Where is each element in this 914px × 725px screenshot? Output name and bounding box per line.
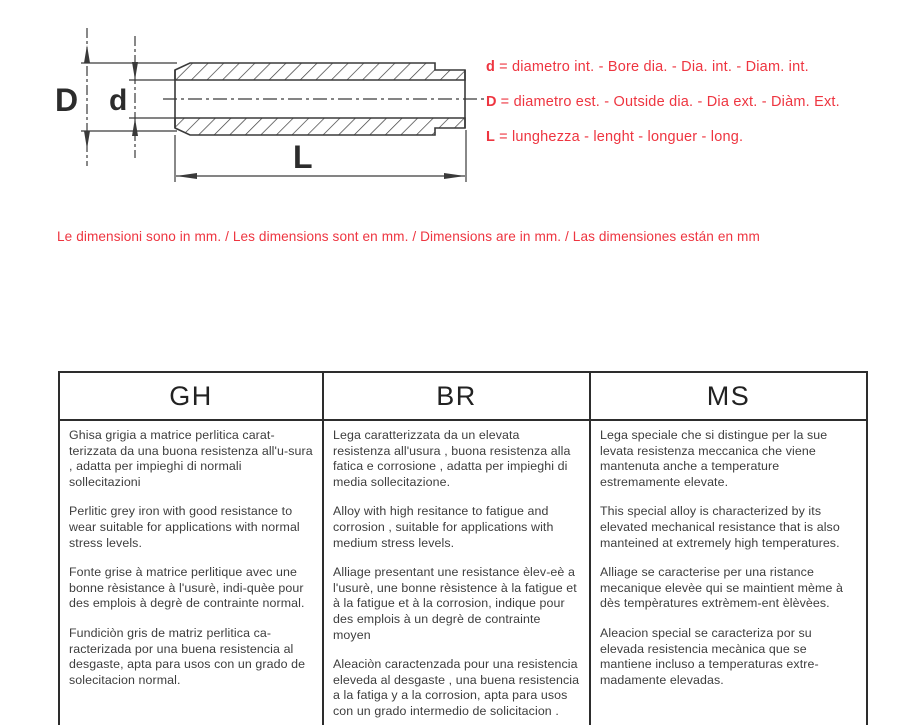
legend-symbol-d: d (486, 59, 496, 75)
ms-paragraph-french: Alliage se caracterise per una ristance mecanique elevèe qui se maintient mème à dès tempèratures extrèmem-ent èlèvèes. (600, 565, 843, 611)
label-L: L (293, 139, 313, 175)
legend-line-L (486, 130, 906, 145)
label-d: d (109, 84, 128, 117)
dim-arrow-L-right (444, 173, 465, 179)
legend-text-D: = diametro est. - Outside dia. - Dia ext. - Diàm. Ext. (500, 94, 840, 110)
ms-paragraph-italian: Lega speciale che si distingue per la sue levata resistenza meccanica che viene mantenuta anche a temperature estremamente elevate. (600, 428, 828, 489)
ms-paragraph-english: This special alloy is characterized by its elevated mechanical resistance that is also manteined at extremely high temperatures. (600, 504, 840, 550)
dimension-legend (486, 60, 906, 165)
sleeve-bottom-wall (175, 118, 465, 135)
br-paragraph-spanish: Aleaciòn caractenzada pour una resistencia eleveda al desgaste , una buena resistencia a la fatiga y a la corrosion, apta para usos con un grado intermedio de solicitacion . (333, 657, 580, 718)
br-paragraph-italian: Lega caratterizzata da un elevata resistenza all'usura , buona resistenza alla fatica e corrosione , adatta per impieghi di media sollecitazione. (333, 428, 571, 489)
material-cell-br (323, 420, 590, 725)
material-header-gh: GH (59, 372, 323, 420)
material-cell-gh (59, 420, 323, 725)
units-note: Le dimensioni sono in mm. / Les dimensions sont en mm. / Dimensions are in mm. / Las dimensiones están en mm (57, 229, 760, 244)
label-D: D (55, 82, 79, 118)
materials-header-row (59, 372, 867, 420)
legend-line-d (486, 60, 906, 75)
ms-paragraph-spanish: Aleacion special se caracteriza por su elevada resistencia mecànica que se mantiene incluso a temperaturas extre-madamente elevadas. (600, 625, 819, 687)
materials-table (58, 371, 868, 725)
dim-arrow-D-bottom (84, 131, 90, 149)
gh-paragraph-english: Perlitic grey iron with good resistance to wear suitable for applications with normal stress levels. (69, 504, 300, 550)
br-paragraph-french: Alliage presentant une resistance èlev-eè a l'usurè, une bonne rèsistence à la fatigue et à la fatigue et à la corrosion, indique pour des emplois à un degrè de contrainte moyen (333, 565, 577, 642)
material-header-br: BR (323, 372, 590, 420)
br-paragraph-english: Alloy with high resitance to fatigue and corrosion , suitable for applications with medium stress levels. (333, 504, 554, 550)
gh-paragraph-french: Fonte grise à matrice perlitique avec une bonne rèsistance à l'usurè, indi-quèe pour des emplois à degrè de contrainte normal. (69, 565, 305, 611)
gh-paragraph-spanish: Fundiciòn gris de matriz perlitica ca-racterizada por una buena resistencia al desgaste, apta para usos con un grado de solecitacion normal. (69, 625, 306, 687)
sleeve-top-wall (175, 63, 465, 80)
bushing-cross-section-drawing (45, 8, 495, 213)
material-header-ms: MS (590, 372, 867, 420)
gh-paragraph-italian: Ghisa grigia a matrice perlitica carat-terizzata da una buona resistenza all'u-sura , adatta per impieghi di normali sollecitazioni (69, 428, 313, 489)
legend-symbol-D: D (486, 94, 497, 110)
legend-text-d: = diametro int. - Bore dia. - Dia. int. - Diam. int. (499, 59, 809, 75)
legend-line-D (486, 95, 906, 110)
material-cell-ms (590, 420, 867, 725)
dim-arrow-d-top (132, 62, 138, 80)
dim-arrow-d-bottom (132, 118, 138, 136)
dim-arrow-L-left (176, 173, 197, 179)
legend-text-L: = lunghezza - lenght - longuer - long. (499, 129, 744, 145)
legend-symbol-L: L (486, 129, 496, 145)
dim-arrow-D-top (84, 45, 90, 63)
materials-body-row (59, 420, 867, 725)
